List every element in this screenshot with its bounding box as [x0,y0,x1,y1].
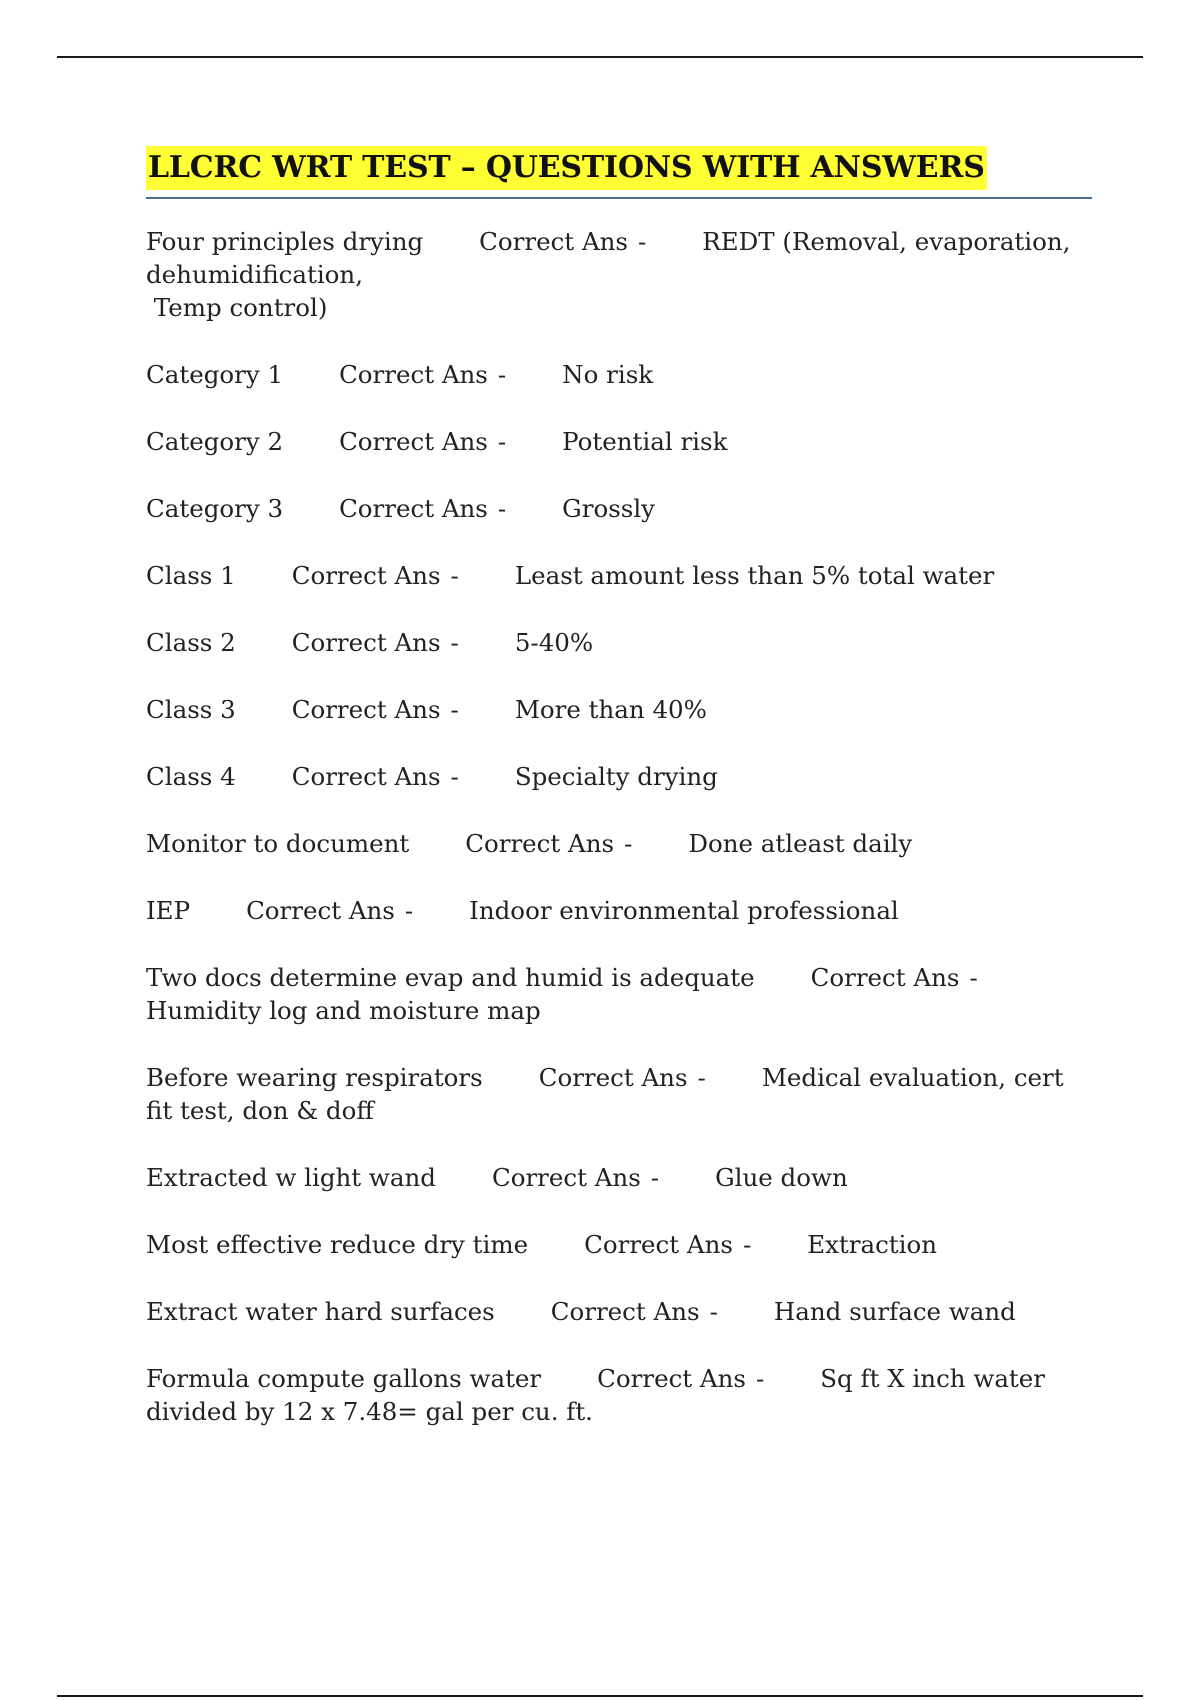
answer-text: Humidity log and moisture map [146,996,541,1025]
answer-text: More than 40% [514,695,707,724]
question-text: Before wearing respirators [146,1063,483,1092]
answer-marker: Correct Ans [465,829,615,858]
question-text: Category 1 [146,360,284,389]
answer-marker: Correct Ans [584,1230,733,1259]
question-text: Formula compute gallons water [146,1364,542,1393]
question-text: Class 4 [146,762,236,791]
qa-item-14 [146,1228,1092,1261]
question-text: Extract water hard surfaces [146,1297,495,1326]
qa-item-4 [146,492,1092,525]
answer-marker: Correct Ans [810,963,960,992]
answer-dash: - [755,1364,765,1393]
qa-item-13 [146,1161,1092,1194]
answer-text: Grossly [562,494,656,523]
answer-dash: - [650,1163,660,1192]
qa-item-15 [146,1295,1092,1328]
answer-marker: Correct Ans [491,1163,641,1192]
question-text: Two docs determine evap and humid is adequate [146,963,755,992]
answer-text: Medical evaluation, cert fit test, don & doff [146,1063,1072,1125]
question-text: Four principles drying [146,227,424,256]
answer-dash: - [450,695,459,724]
question-text: Monitor to document [146,829,410,858]
answer-marker: Correct Ans [291,695,441,724]
qa-item-7 [146,693,1092,726]
qa-item-12 [146,1061,1092,1127]
answer-dash: - [638,227,647,256]
answer-dash: - [497,360,507,389]
document-title: LLCRC WRT TEST – QUESTIONS WITH ANSWERS [146,146,987,190]
question-text: Class 2 [146,628,236,657]
answer-marker: Correct Ans [339,360,488,389]
page-header-rule [57,56,1143,58]
answer-marker: Correct Ans [339,494,488,523]
qa-list [146,225,1092,1428]
question-text: Most effective reduce dry time [146,1230,529,1259]
question-text: Class 1 [146,561,236,590]
qa-item-10 [146,894,1092,927]
answer-text: Done atleast daily [688,829,913,858]
question-text: IEP [146,896,191,925]
answer-dash: - [497,427,507,456]
answer-text: Extraction [807,1230,938,1259]
answer-text: Specialty drying [514,762,718,791]
answer-text: Potential risk [562,427,728,456]
answer-marker: Correct Ans [597,1364,746,1393]
qa-item-9 [146,827,1092,860]
answer-dash: - [697,1063,706,1092]
answer-marker: Correct Ans [291,561,441,590]
answer-text: Least amount less than 5% total water [514,561,995,590]
answer-marker: Correct Ans [339,427,488,456]
answer-text: Sq ft X inch water divided by 12 x 7.48= gal per cu. ft. [146,1364,1053,1426]
answer-dash: - [450,561,459,590]
answer-dash: - [624,829,633,858]
answer-dash: - [450,762,459,791]
answer-dash: - [497,494,507,523]
answer-dash: - [404,896,414,925]
answer-marker: Correct Ans [479,227,628,256]
answer-marker: Correct Ans [246,896,395,925]
answer-marker: Correct Ans [538,1063,688,1092]
qa-item-11 [146,961,1092,1027]
qa-item-1 [146,225,1092,324]
answer-dash: - [709,1297,718,1326]
answer-text: Indoor environmental professional [469,896,899,925]
answer-dash: - [450,628,459,657]
answer-dash: - [969,963,978,992]
question-text: Category 3 [146,494,284,523]
question-text: Extracted w light wand [146,1163,436,1192]
answer-text: Hand surface wand [773,1297,1016,1326]
answer-marker: Correct Ans [291,628,441,657]
answer-marker: Correct Ans [550,1297,700,1326]
answer-dash: - [742,1230,752,1259]
answer-marker: Correct Ans [291,762,441,791]
qa-item-6 [146,626,1092,659]
title-block [146,146,1092,199]
document-body [146,146,1092,1462]
answer-text: 5-40% [514,628,594,657]
answer-text: No risk [562,360,654,389]
question-text: Category 2 [146,427,284,456]
qa-item-3 [146,425,1092,458]
answer-text: REDT (Removal, evaporation, dehumidification, Temp control) [146,227,1071,322]
answer-text: Glue down [715,1163,848,1192]
page-footer-rule [57,1695,1143,1697]
qa-item-8 [146,760,1092,793]
question-text: Class 3 [146,695,236,724]
qa-item-16 [146,1362,1092,1428]
qa-item-2 [146,358,1092,391]
qa-item-5 [146,559,1092,592]
